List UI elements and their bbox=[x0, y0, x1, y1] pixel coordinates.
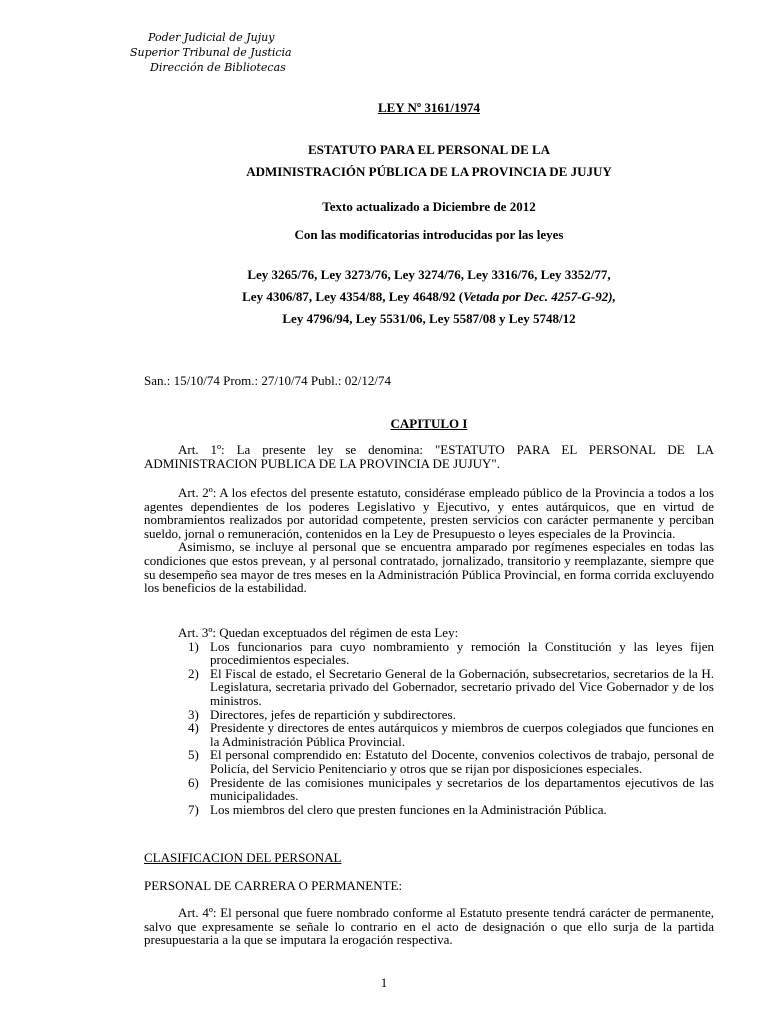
article-1 bbox=[144, 443, 714, 470]
list-item bbox=[144, 708, 714, 722]
sanction-dates: San.: 15/10/74 Prom.: 27/10/74 Publ.: 02/12/74 bbox=[144, 373, 392, 388]
statute-title-line-1: ESTATUTO PARA EL PERSONAL DE LA bbox=[307, 142, 551, 157]
list-item-number: 4) bbox=[188, 720, 199, 736]
article-3-intro: Art. 3º: Quedan exceptuados del régimen de esta Ley: bbox=[178, 625, 459, 640]
section-permanent: PERSONAL DE CARRERA O PERMANENTE: bbox=[144, 878, 403, 893]
list-item-text: Los miembros del clero que presten funciones en la Administración Pública. bbox=[210, 801, 607, 817]
laws-line-2 bbox=[144, 286, 714, 307]
law-title: LEY Nº 3161/1974 bbox=[377, 100, 481, 115]
article-2-paragraph-2: Asimismo, se incluye al personal que se encuentra amparado por regímenes especiales en todas las condiciones que estos prevean, y al personal contratado, jornalizado, transitorio y reemplazante, siempre que su desempeño sea mayor de tres meses en la Administración Pública Provincial, en forma corrida excluyendo los beneficios de la estabilidad. bbox=[144, 539, 714, 596]
list-item-text: El personal comprendido en: Estatuto del Docente, convenios colectivos de trabajo, personal de Policía, del Servicio Penitenciario y otros que se rijan por disposiciones especiales. bbox=[210, 747, 714, 776]
section-classification: CLASIFICACION DEL PERSONAL bbox=[144, 850, 342, 865]
article-4-text: Art. 4º: El personal que fuere nombrado conforme al Estatuto presente tendrá carácter de permanente, salvo que expresamente se señale lo contrario en el acto de designación o que ello surja de la partida presupuestaria a la que se imputara la erogación respectiva. bbox=[144, 905, 714, 948]
list-item-text: Presidente de las comisiones municipales y secretarios de los departamentos ejecutivos de las municipalidades. bbox=[210, 774, 714, 804]
article-1-text: Art. 1º: La presente ley se denomina: "ESTATUTO PARA EL PERSONAL DE LA ADMINISTRACION PUBLICA DE LA PROVINCIA DE JUJUY". bbox=[144, 442, 714, 471]
chapter-title: CAPITULO I bbox=[390, 416, 468, 431]
statute-title-line-2: ADMINISTRACIÓN PÚBLICA DE LA PROVINCIA DE JUJUY bbox=[246, 164, 612, 179]
laws-line-1: Ley 3265/76, Ley 3273/76, Ley 3274/76, Ley 3316/76, Ley 3352/77, bbox=[247, 267, 611, 282]
list-item-number: 6) bbox=[188, 774, 199, 790]
article-4 bbox=[144, 906, 714, 947]
list-item bbox=[144, 803, 714, 817]
article-2 bbox=[144, 486, 714, 595]
letterhead bbox=[130, 30, 292, 75]
list-item-text: El Fiscal de estado, el Secretario General de la Gobernación, subsecretarios, secretarios de la H. Legislatura, secretaria privado del Gobernador, secretario privado del Vice Gobernador y de los ministros. bbox=[210, 665, 714, 708]
article-2-paragraph-1: Art. 2º: A los efectos del presente estatuto, considérase empleado público de la Provincia a todos a los agentes dependientes de los poderes Legislativo y Ejecutivo, y entes autárquicos, que en virtud de nombramientos realizados por autoridad competente, presten servicios con carácter permanente y perciban sueldo, jornal o remuneración, contenidos en la Ley de Presupuesto o leyes especiales de la Provincia. bbox=[144, 485, 714, 541]
article-3-list bbox=[144, 640, 714, 817]
letterhead-line-2: Superior Tribunal de Justicia bbox=[130, 46, 292, 59]
letterhead-line-1: Poder Judicial de Jujuy bbox=[148, 31, 275, 44]
list-item-text: Presidente y directores de entes autárquicos y miembros de cuerpos colegiados que funciones en la Administración Pública Provincial. bbox=[210, 720, 714, 749]
modifications-intro: Con las modificatorias introducidas por las leyes bbox=[294, 227, 564, 242]
updated-text: Texto actualizado a Diciembre de 2012 bbox=[322, 199, 536, 214]
laws-line-3: Ley 4796/94, Ley 5531/06, Ley 5587/08 y Ley 5748/12 bbox=[282, 311, 576, 326]
list-item-number: 2) bbox=[188, 665, 199, 681]
list-item bbox=[144, 721, 714, 748]
list-item-number: 7) bbox=[188, 801, 199, 817]
article-3 bbox=[144, 626, 714, 816]
list-item-number: 3) bbox=[188, 706, 199, 722]
list-item-text: Directores, jefes de repartición y subdirectores. bbox=[210, 706, 456, 722]
page-number: 1 bbox=[380, 975, 388, 990]
list-item bbox=[144, 667, 714, 708]
list-item bbox=[144, 748, 714, 775]
letterhead-line-3: Dirección de Bibliotecas bbox=[150, 61, 286, 74]
list-item-number: 1) bbox=[188, 638, 199, 654]
list-item bbox=[144, 776, 714, 803]
list-item-text: Los funcionarios para cuyo nombramiento y remoción la Constitución y las leyes fijen procedimientos especiales. bbox=[210, 638, 714, 668]
laws-line-2-text: Ley 4306/87, Ley 4354/88, Ley 4648/92 ( bbox=[242, 289, 464, 304]
laws-line-2-veto: Vetada por Dec. 4257-G-92), bbox=[463, 289, 616, 304]
list-item-number: 5) bbox=[188, 747, 199, 763]
list-item bbox=[144, 640, 714, 667]
